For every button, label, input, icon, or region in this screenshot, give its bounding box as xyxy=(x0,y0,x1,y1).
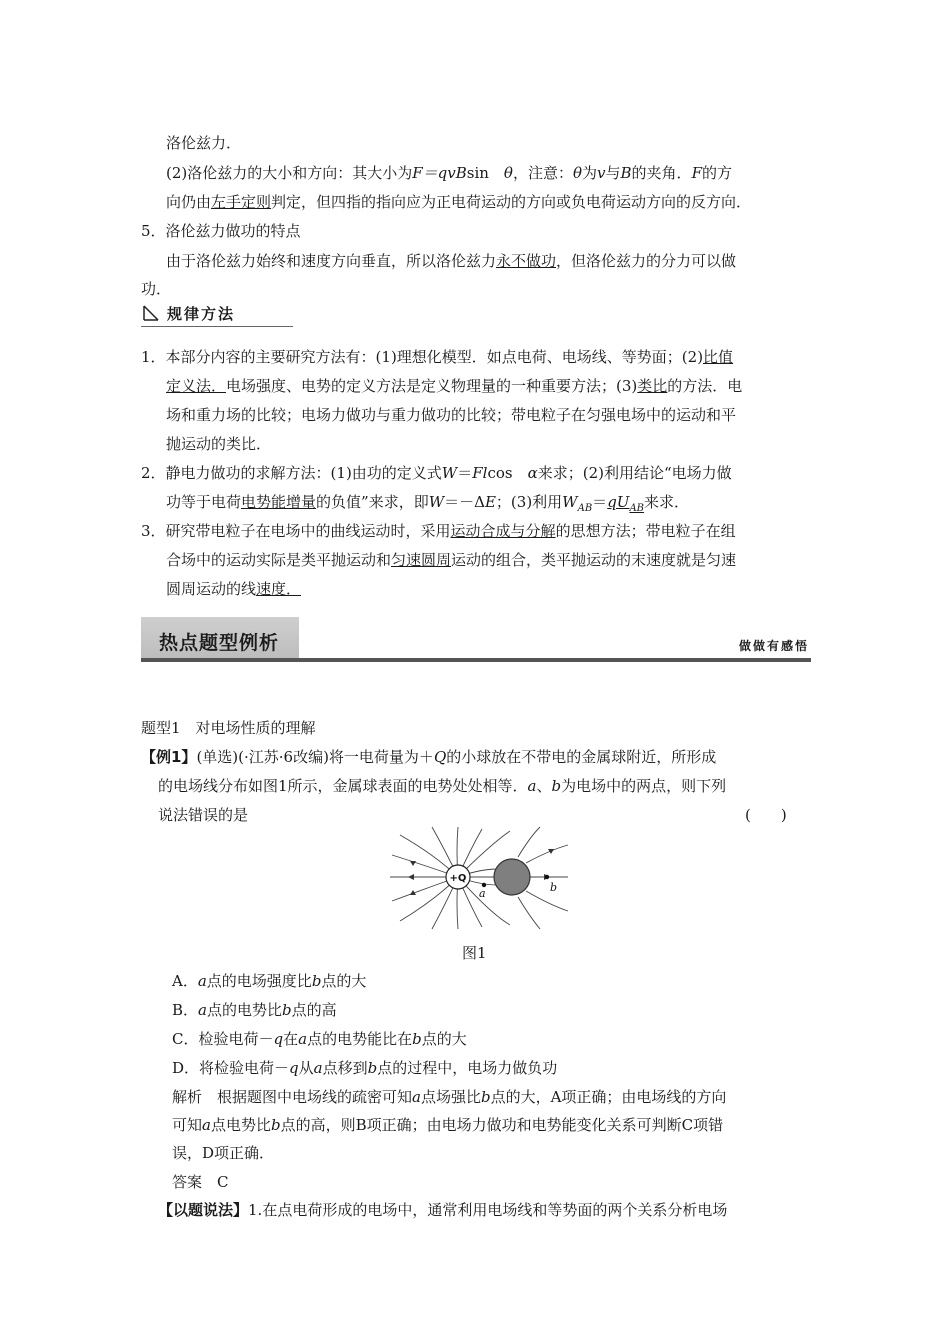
point-b-label: b xyxy=(550,881,558,894)
text-line: 的电场线分布如图1所示，金属球表面的电势处处相等．a、b为电场中的两点，则下列 xyxy=(158,777,727,795)
section-title: 规律方法 xyxy=(167,305,236,323)
section-title: 热点题型例析 xyxy=(159,632,280,654)
text-line: 定义法．电场强度、电势的定义方法是定义物理量的一种重要方法；(3)类比的方法．电 xyxy=(166,377,743,395)
diagonal-mark-icon xyxy=(143,305,159,321)
charge-label: +Q xyxy=(449,873,467,884)
text-line: (2)洛伦兹力的大小和方向：其大小为F＝qvBsin θ，注意：θ为v与B的夹角．F的方 xyxy=(166,164,732,182)
text-line: 功等于电荷电势能增量的负值”来求，即W＝－ΔE；(3)利用$W_{AB}=qU_{AB}$来求． xyxy=(166,493,690,514)
text-line: 场和重力场的比较；电场力做功与重力做功的比较；带电粒子在匀强电场中的运动和平 xyxy=(166,406,737,424)
text-line: 由于洛伦兹力始终和速度方向垂直，所以洛伦兹力永不做功，但洛伦兹力的分力可以做 xyxy=(166,252,737,270)
text-line: 【例1】(单选)(·江苏·6改编)将一电荷量为＋Q的小球放在不带电的金属球附近，所形成 xyxy=(141,748,717,766)
solution-line: 解析 根据题图中电场线的疏密可知a点场强比b点的大，A项正确；由电场线的方向 xyxy=(172,1088,727,1106)
text-line: 功． xyxy=(141,280,172,298)
section-header-rules xyxy=(141,302,293,328)
figure-caption: 图1 xyxy=(462,944,487,962)
solution-line: 误，D项正确． xyxy=(172,1144,275,1162)
divider xyxy=(141,658,811,662)
text-line: 圆周运动的线速度． xyxy=(166,580,302,598)
text-line: 洛伦兹力． xyxy=(166,134,242,152)
topic-heading: 题型1 对电场性质的理解 xyxy=(141,719,316,737)
text-line: 3．研究带电粒子在电场中的曲线运动时，采用运动合成与分解的思想方法；带电粒子在组 xyxy=(141,522,736,540)
electric-field-figure xyxy=(390,825,570,930)
section-subtitle: 做做有感悟 xyxy=(738,639,809,653)
option-c: C．检验电荷－q在a点的电势能比在b点的大 xyxy=(172,1030,467,1048)
text-line: 说法错误的是 xyxy=(158,806,249,824)
text-line: 1．本部分内容的主要研究方法有：(1)理想化模型．如点电荷、电场线、等势面；(2)比值 xyxy=(141,348,734,366)
answer-line: 答案 C xyxy=(172,1173,229,1191)
text-line: 2．静电力做功的求解方法：(1)由功的定义式W＝Flcos α来求；(2)利用结论“电场力做 xyxy=(141,464,732,482)
answer-paren: ( ) xyxy=(745,806,787,824)
text-line: 合场中的运动实际是类平抛运动和匀速圆周运动的组合，类平抛运动的末速度就是匀速 xyxy=(166,551,737,569)
option-a: A．a点的电场强度比b点的大 xyxy=(172,972,367,990)
solution-line: 可知a点电势比b点的高，则B项正确；由电场力做功和电势能变化关系可判断C项错 xyxy=(172,1116,724,1134)
option-b: B．a点的电势比b点的高 xyxy=(172,1001,337,1019)
text-line: 抛运动的类比． xyxy=(166,435,272,453)
text-line: 5．洛伦兹力做功的特点 xyxy=(141,222,301,240)
point-a-label: a xyxy=(479,887,486,900)
divider xyxy=(141,326,293,327)
tip-line: 【以题说法】1.在点电荷形成的电场中，通常利用电场线和等势面的两个关系分析电场 xyxy=(158,1201,728,1219)
text-line: 向仍由左手定则判定，但四指的指向应为正电荷运动的方向或负电荷运动方向的反方向． xyxy=(166,193,752,211)
option-d: D．将检验电荷－q从a点移到b点的过程中，电场力做负功 xyxy=(172,1059,558,1077)
section-header-hot xyxy=(141,617,811,662)
